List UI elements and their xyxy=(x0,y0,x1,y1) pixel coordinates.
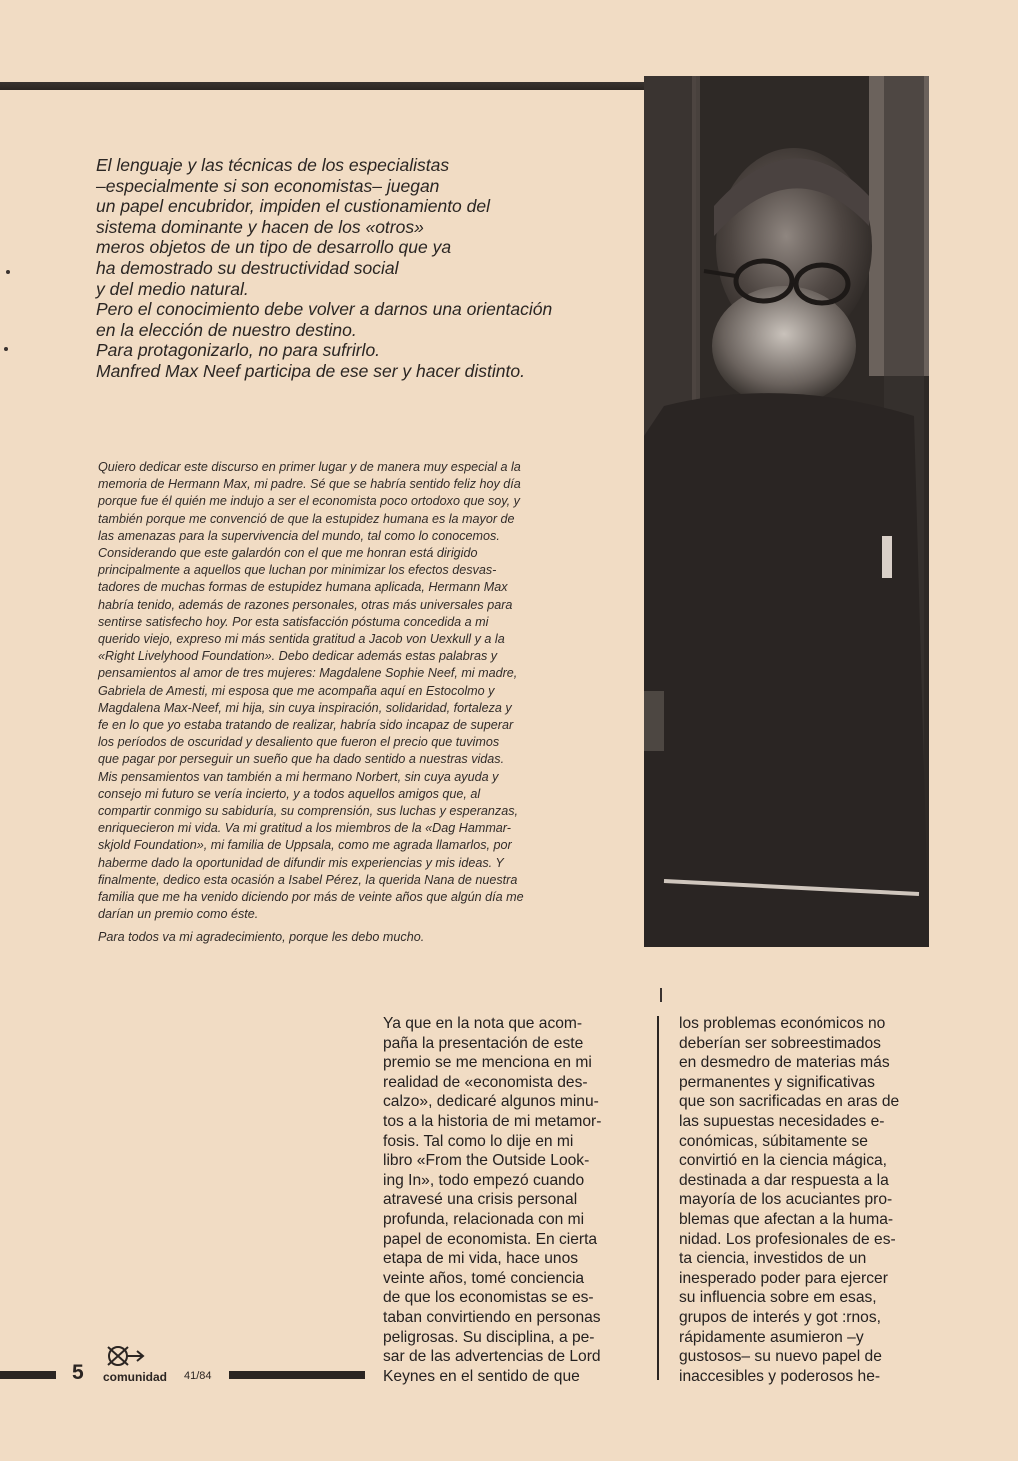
body-line: mayoría de los acuciantes pro- xyxy=(679,1191,893,1209)
body-line: taban convirtiendo en personas xyxy=(383,1308,601,1326)
dedication-line: tadores de muchas formas de estupidez humana aplicada, Hermann Max xyxy=(98,580,508,595)
dedication-line: que pagar por perseguir un sueño que ha dado sentido a nuestras vidas. xyxy=(98,752,505,767)
intro-line: Pero el conocimiento debe volver a darnos una orientación xyxy=(96,299,553,320)
dedication-line: skjold Foundation», mi familia de Uppsala, como me agrada llamarlos, por xyxy=(98,838,512,853)
dedication-line: los períodos de oscuridad y desaliento que fueron el precio que tuvimos xyxy=(98,735,500,750)
body-column-1 xyxy=(383,1014,637,1386)
intro-line: ha demostrado su destructividad social xyxy=(96,257,399,278)
dedication-line: Considerando que este galardón con el que me honran está dirigido xyxy=(98,546,478,561)
intro-line: en la elección de nuestro destino. xyxy=(96,319,357,340)
dedication-text xyxy=(98,459,620,923)
body-line: ta ciencia, investidos de un xyxy=(679,1250,867,1268)
top-rule xyxy=(0,82,648,90)
column-divider xyxy=(657,1016,659,1380)
footer-rule-left xyxy=(0,1371,56,1379)
body-line: que son sacrificadas en aras de xyxy=(679,1093,900,1111)
dedication-line: también porque me convenció de que la estupidez humana es la mayor de xyxy=(98,511,515,526)
intro-line: y del medio natural. xyxy=(96,278,249,299)
body-line: grupos de interés y got :rnos, xyxy=(679,1308,881,1326)
body-line: inaccesibles y poderosos he- xyxy=(679,1367,881,1385)
dedication-line: Gabriela de Amesti, mi esposa que me acompaña aquí en Estocolmo y xyxy=(98,683,495,698)
body-line: nidad. Los profesionales de es- xyxy=(679,1230,896,1248)
dedication-line: porque fue él quién me indujo a ser el economista poco ortodoxo que soy, y xyxy=(98,494,520,509)
dedication-line: querido viejo, expreso mi más sentida gratitud a Jacob von Uexkull y a la xyxy=(98,632,505,647)
dedication-line: compartir conmigo su sabiduría, su comprensión, sus luchas y esperanzas, xyxy=(98,804,518,819)
body-line: atravesé una crisis personal xyxy=(383,1191,578,1209)
dedication-line: fe en lo que yo estaba tratando de realizar, habría sido incapaz de superar xyxy=(98,718,514,733)
body-line: inesperado poder para ejercer xyxy=(679,1269,888,1287)
dedication-line: memoria de Hermann Max, mi padre. Sé que se habría sentido feliz hoy día xyxy=(98,477,521,492)
body-line: convirtió en la ciencia mágica, xyxy=(679,1152,888,1170)
body-line: ing In», todo empezó cuando xyxy=(383,1171,585,1189)
dedication-line: las amenazas para la supervivencia del mundo, tal como lo conocemos. xyxy=(98,528,500,543)
dedication-line: darían un premio como éste. xyxy=(98,907,259,922)
body-line: blemas que afectan a la huma- xyxy=(679,1210,894,1228)
body-line: paña la presentación de este xyxy=(383,1034,584,1052)
body-line: tos a la historia de mi metamor- xyxy=(383,1112,602,1130)
dedication-closing: Para todos va mi agradecimiento, porque les debo mucho. xyxy=(98,930,425,944)
body-line: papel de economista. En cierta xyxy=(383,1230,598,1248)
intro-line: Manfred Max Neef participa de ese ser y hacer distinto. xyxy=(96,360,525,381)
dedication-line: haberme dado la oportunidad de difundir mis experiencias y mis ideas. Y xyxy=(98,855,504,870)
body-line: veinte años, tomé conciencia xyxy=(383,1269,585,1287)
body-line: deberían ser sobreestimados xyxy=(679,1034,881,1052)
body-line: etapa de mi vida, hace unos xyxy=(383,1250,579,1268)
dedication-line: principalmente a aquellos que luchan por minimizar los efectos desvas- xyxy=(98,563,497,578)
dedication-line: Quiero dedicar este discurso en primer lugar y de manera muy especial a la xyxy=(98,460,521,474)
magazine-issue: 41/84 xyxy=(184,1370,212,1382)
body-column-2 xyxy=(679,1014,933,1386)
dedication-line: sentirse satisfecho hoy. Por esta satisfacción póstuma concedida a mi xyxy=(98,614,489,629)
body-line: calzo», dedicaré algunos minu- xyxy=(383,1093,599,1111)
intro-text xyxy=(96,155,636,382)
magazine-name: comunidad xyxy=(103,1370,168,1384)
body-line: permanentes y significativas xyxy=(679,1073,875,1091)
dedication-line: finalmente, dedico esta ocasión a Isabel Pérez, la querida Nana de nuestra xyxy=(98,872,518,887)
portrait-illustration xyxy=(644,76,929,947)
intro-line: –especialmente si son economistas– juegan xyxy=(96,175,440,196)
body-line: conómicas, súbitamente se xyxy=(679,1132,868,1150)
dedication-line: consejo mi futuro se vería incierto, y a todos aquellos amigos que, al xyxy=(98,786,481,801)
body-line: fosis. Tal como lo dije en mi xyxy=(383,1132,574,1150)
dedication-line: Magdalena Max-Neef, mi hija, sin cuya inspiración, solidaridad, fortaleza y xyxy=(98,700,512,715)
print-speck xyxy=(660,988,662,1002)
body-line: gustosos– su nuevo papel de xyxy=(679,1348,882,1366)
body-line: Keynes en el sentido de que xyxy=(383,1367,580,1385)
intro-line: meros objetos de un tipo de desarrollo que ya xyxy=(96,237,452,258)
dedication-line: «Right Livelyhood Foundation». Debo dedicar además estas palabras y xyxy=(98,649,498,664)
body-line: destinada a dar respuesta a la xyxy=(679,1171,889,1189)
body-line: sar de las advertencias de Lord xyxy=(383,1348,601,1366)
dedication-line: familia que me ha venido diciendo por más de veinte años que algún día me xyxy=(98,890,524,905)
page-number: 5 xyxy=(72,1361,84,1384)
intro-line: sistema dominante y hacen de los «otros» xyxy=(96,216,424,237)
body-line: rápidamente asumieron –y xyxy=(679,1328,864,1346)
magazine-logo-icon xyxy=(104,1343,146,1369)
body-line: realidad de «economista des- xyxy=(383,1073,588,1091)
body-line: en desmedro de materias más xyxy=(679,1054,890,1072)
portrait-photo xyxy=(644,76,929,947)
dedication-line: Mis pensamientos van también a mi hermano Norbert, sin cuya ayuda y xyxy=(98,769,499,784)
body-line: de que los economistas se es- xyxy=(383,1289,594,1307)
intro-line: Para protagonizarlo, no para sufrirlo. xyxy=(96,340,381,361)
body-line: las supuestas necesidades e- xyxy=(679,1112,885,1130)
body-line: libro «From the Outside Look- xyxy=(383,1152,590,1170)
print-speck xyxy=(4,347,8,351)
dedication-line: enriquecieron mi vida. Va mi gratitud a los miembros de la «Dag Hammar- xyxy=(98,821,511,836)
dedication-line: habría tenido, además de razones personales, otras más universales para xyxy=(98,597,513,612)
intro-line: un papel encubridor, impiden el custionamiento del xyxy=(96,196,491,217)
body-line: Ya que en la nota que acom- xyxy=(383,1015,583,1032)
intro-line: El lenguaje y las técnicas de los especialistas xyxy=(96,155,450,175)
body-line: peligrosas. Su disciplina, a pe- xyxy=(383,1328,595,1346)
body-line: los problemas económicos no xyxy=(679,1015,886,1032)
footer-rule-right xyxy=(229,1371,365,1379)
body-line: profunda, relacionada con mi xyxy=(383,1210,585,1228)
dedication-line: pensamientos al amor de tres mujeres: Magdalene Sophie Neef, mi madre, xyxy=(98,666,518,681)
print-speck xyxy=(6,270,10,274)
body-line: premio se me menciona en mi xyxy=(383,1054,592,1072)
body-line: su influencia sobre em esas, xyxy=(679,1289,877,1307)
